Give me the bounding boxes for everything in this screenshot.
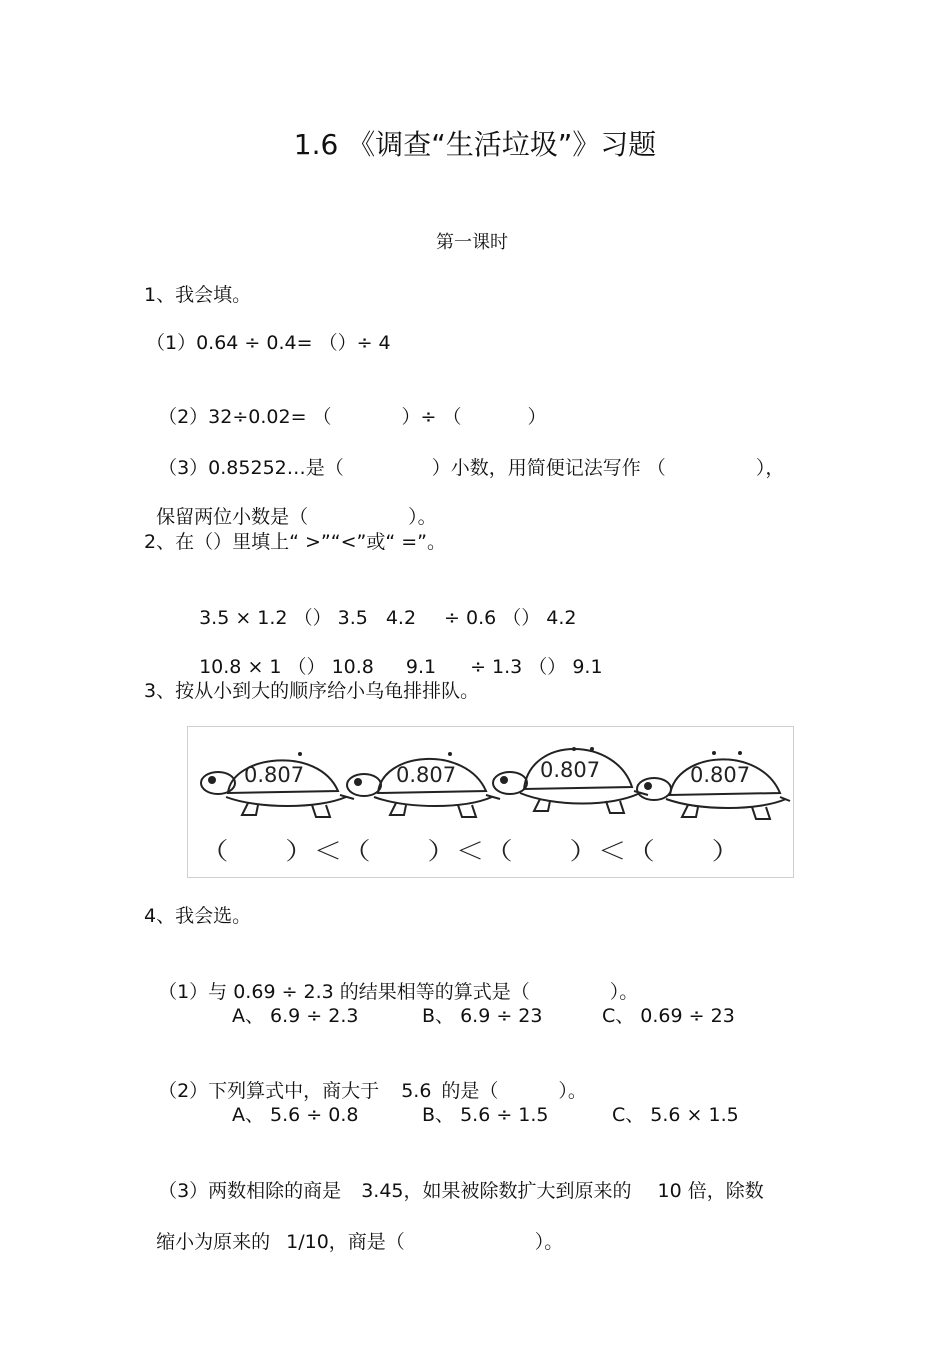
q4-item3-text-b: 3.45，如果被除数扩大到原来的	[361, 1180, 632, 1202]
q4-item1-option-a: A、 6.9 ÷ 2.3	[232, 1005, 359, 1027]
turtle-image	[187, 726, 794, 878]
turtle-2-number: 0.807	[396, 763, 457, 787]
q1-item3-part-d: 保留两位小数是（	[156, 506, 309, 528]
q1-item2	[146, 378, 547, 430]
q1-item1: （1）0.64 ÷ 0.4= （）÷ 4	[146, 332, 391, 354]
q1-item2-part-c: ）	[527, 406, 547, 428]
q4-item2-number: 5.6	[401, 1080, 432, 1102]
q4-item1	[146, 953, 638, 1005]
q1-item3-part-c: ），	[755, 457, 785, 479]
q4-item1-option-b: B、 6.9 ÷ 23	[422, 1005, 543, 1027]
q4-heading: 4、我会选。	[144, 905, 252, 927]
q2-row1-right: ÷ 0.6 （） 4.2	[444, 607, 577, 629]
turtle-4-number: 0.807	[690, 763, 751, 787]
q4-item3-cont	[144, 1203, 563, 1255]
q4-item1-end: ）。	[609, 981, 639, 1003]
q1-item2-part-a: （2）32÷0.02= （	[158, 406, 332, 428]
q4-item3-text-a: （3）两数相除的商是	[158, 1180, 342, 1202]
q1-item3-part-a: （3）0.85252…是（	[158, 457, 344, 479]
q2-row1-left: 3.5 × 1.2 （） 3.5	[199, 607, 368, 629]
q4-item2-text: （2）下列算式中，商大于	[158, 1080, 380, 1102]
q4-item2	[146, 1052, 587, 1104]
lesson-subtitle: 第一课时	[436, 232, 508, 253]
q3-heading: 3、按从小到大的顺序给小乌龟排排队。	[144, 680, 480, 702]
q4-item1-option-c: C、 0.69 ÷ 23	[602, 1005, 735, 1027]
q4-item2-end: ）。	[558, 1080, 587, 1102]
q4-item2-option-c: C、 5.6 × 1.5	[612, 1104, 739, 1126]
q1-item3-cont	[144, 478, 437, 530]
q4-item3-text-d: 缩小为原来的	[156, 1231, 271, 1253]
q2-row1-num: 4.2	[385, 607, 417, 629]
page-title: 1.6 《调查“生活垃圾”》习题	[293, 128, 657, 161]
q2-row1	[187, 579, 577, 631]
turtle-order-row: （ ）＜（ ）＜（ ）＜（ ）	[200, 837, 740, 865]
q2-heading: 2、在（）里填上“ >”“<”或“ =”。	[144, 531, 446, 553]
q1-item2-part-b: ）÷ （	[401, 406, 462, 428]
q1-heading: 1、我会填。	[144, 284, 252, 306]
q4-item3-end: ）。	[534, 1231, 564, 1253]
q2-row2-right: ÷ 1.3 （） 9.1	[470, 656, 603, 678]
q1-item3-part-e: ）。	[408, 506, 437, 528]
q4-item3-text-c: 10 倍，除数	[657, 1180, 764, 1202]
q4-item2-mid: 的是（	[441, 1080, 499, 1102]
q4-item3	[146, 1152, 764, 1204]
q4-item1-text: （1）与 0.69 ÷ 2.3 的结果相等的算式是（	[158, 981, 530, 1003]
q4-item2-option-b: B、 5.6 ÷ 1.5	[422, 1104, 549, 1126]
turtle-1-number: 0.807	[244, 763, 305, 787]
q4-item2-option-a: A、 5.6 ÷ 0.8	[232, 1104, 359, 1126]
q1-item3	[146, 429, 784, 481]
q2-row2-num: 9.1	[405, 656, 437, 678]
turtle-3-number: 0.807	[540, 758, 601, 782]
q1-item3-part-b: ）小数，用简便记法写作 （	[431, 457, 666, 479]
q2-row2	[187, 628, 603, 680]
turtle-illustration	[188, 727, 793, 877]
q4-item3-text-e: 1/10，商是（	[286, 1231, 405, 1253]
q2-row2-left: 10.8 × 1 （） 10.8	[199, 656, 374, 678]
